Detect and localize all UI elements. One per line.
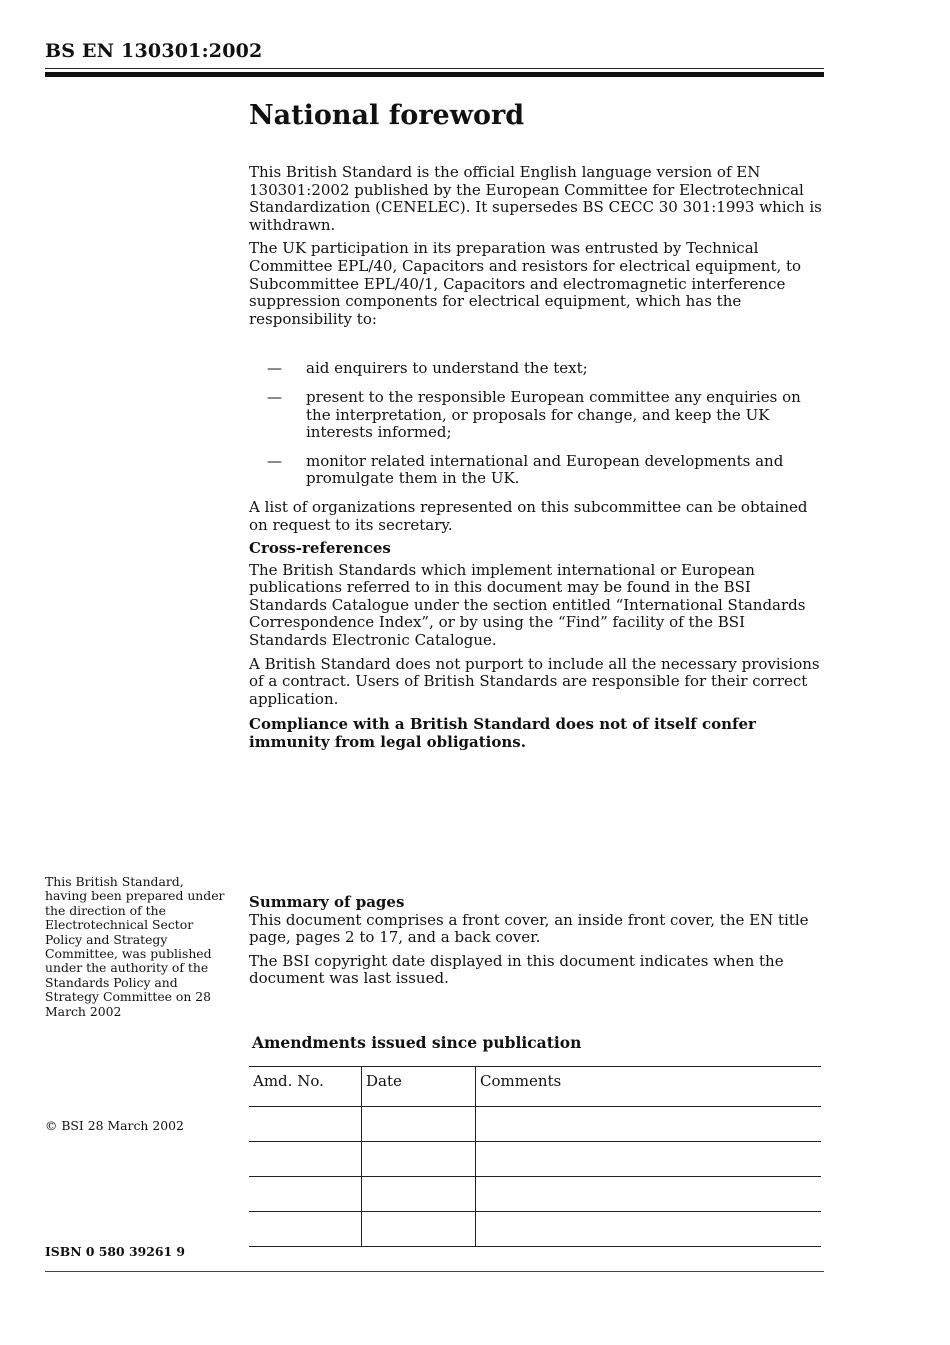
table-row [249,1107,821,1142]
cross-references-paragraph-2: A British Standard does not purport to include all the necessary provisions of a contract. Users of British Standards are responsible for their correct application. [249,654,820,708]
footer-rule [45,1271,824,1272]
table-cell [476,1177,822,1212]
table-cell [476,1212,822,1247]
table-cell [476,1107,822,1142]
header-thick-rule [45,72,824,77]
responsibility-text: monitor related international and European developments and promulgate them in the UK. [306,451,784,488]
column-header-date: Date [362,1067,476,1107]
table-cell [249,1177,362,1212]
table-row [249,1142,821,1177]
responsibility-item [249,453,825,488]
foreword-body [249,164,825,758]
header-thin-rule [45,68,824,69]
summary-heading: Summary of pages [249,893,405,911]
isbn: ISBN 0 580 39261 9 [45,1244,186,1259]
cross-references-paragraph-1: The British Standards which implement international or European publications referred to in this document may be found in the BSI Standards Catalogue under the section entitled “International Standards Correspondence Index”, or by using the “Find” facility of the BSI Standards Electronic Catalogue. [249,560,806,650]
table-cell [362,1177,476,1212]
table-cell [249,1107,362,1142]
table-row [249,1212,821,1247]
intro-paragraph-1: This British Standard is the official English language version of EN 130301:2002 published by the European Committee for Electrotechnical Standardization (CENELEC). It supersedes BS CECC 30 301:1993 which is withdrawn. [249,163,822,234]
intro-paragraph-2: The UK participation in its preparation was entrusted by Technical Committee EPL/40, Capacitors and resistors for electrical equipment, to Subcommittee EPL/40/1, Capacitors and electromagnetic interference suppression components for electrical equipment, which has the responsibility to: [249,239,802,328]
document-standard-id: BS EN 130301:2002 [45,40,263,62]
table-cell [476,1142,822,1177]
dash-bullet: — [267,387,282,406]
responsibility-item [249,389,825,442]
responsibility-item [249,360,825,378]
table-cell [362,1142,476,1177]
summary-paragraph-1: This document comprises a front cover, an inside front cover, the EN title page, pages 2 to 17, and a back cover. [249,910,809,947]
table-header-row [249,1067,821,1107]
dash-bullet: — [267,359,282,378]
table-row [249,1177,821,1212]
publication-note: This British Standard, having been prepared under the direction of the Electrotechnical Sector Policy and Strategy Committee, was published under the authority of the Standards Policy and Strategy Committee on 28 March 2002 [45,874,225,1019]
column-header-comments: Comments [476,1067,822,1107]
table-cell [362,1107,476,1142]
summary-of-pages [249,894,825,994]
table-cell [249,1212,362,1247]
column-header-amd-no: Amd. No. [249,1067,362,1107]
compliance-statement: Compliance with a British Standard does not of itself confer immunity from legal obligations. [249,715,756,752]
amendments-table [249,1066,821,1247]
copyright-notice: © BSI 28 March 2002 [45,1118,184,1133]
responsibility-text: aid enquirers to understand the text; [306,359,588,378]
organizations-paragraph: A list of organizations represented on this subcommittee can be obtained on request to its secretary. [249,497,808,534]
amendments-title: Amendments issued since publication [252,1033,582,1052]
responsibility-text: present to the responsible European committee any enquiries on the interpretation, or proposals for change, and keep the UK interests informed; [306,387,801,442]
table-cell [362,1212,476,1247]
summary-paragraph-2: The BSI copyright date displayed in this document indicates when the document was last issued. [249,951,784,988]
page-title: National foreword [249,100,525,131]
dash-bullet: — [267,451,282,470]
cross-references-heading: Cross-references [249,539,391,558]
table-cell [249,1142,362,1177]
